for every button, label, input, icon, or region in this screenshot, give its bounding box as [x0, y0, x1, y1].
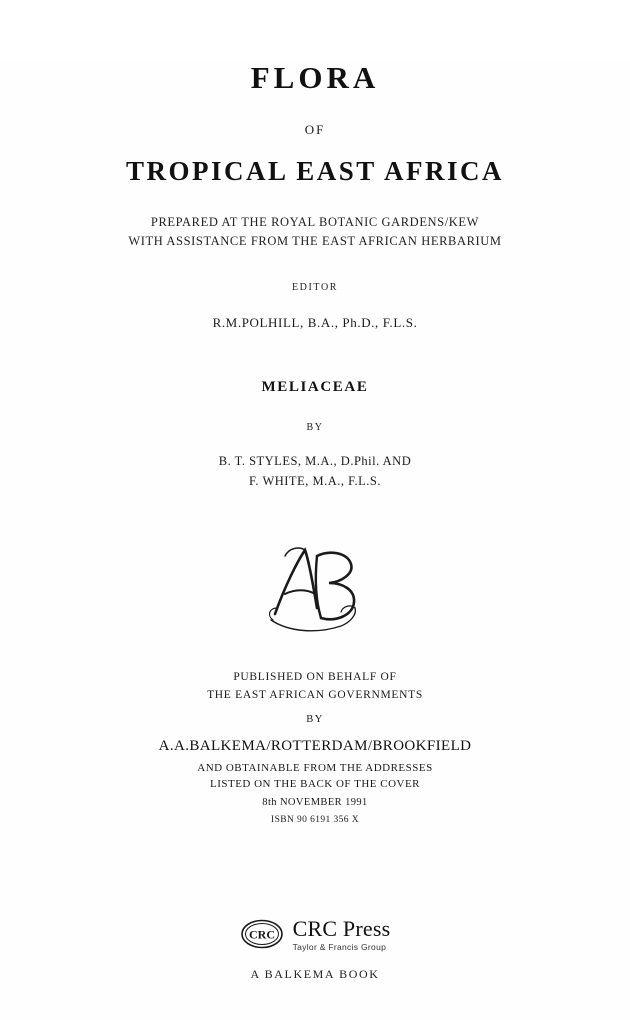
authorship-by-label: BY [306, 421, 324, 433]
crc-press-tagline: Taylor & Francis Group [292, 941, 387, 952]
balkema-book-note: A BALKEMA BOOK [250, 967, 380, 981]
author-2: F. WHITE, M.A., F.L.S. [248, 473, 382, 488]
publisher-name: A.A.BALKEMA/ROTTERDAM/BROOKFIELD [158, 737, 472, 754]
page-subtitle: TROPICAL EAST AFRICA [125, 156, 505, 186]
crc-press-name: CRC Press [292, 915, 391, 941]
crc-press-wordmark [292, 915, 391, 952]
publisher-line-3: AND OBTAINABLE FROM THE ADDRESSES [197, 761, 433, 774]
prepared-line-1: PREPARED AT THE ROYAL BOTANIC GARDENS/KEW [150, 215, 480, 229]
publisher-block [0, 669, 630, 828]
svg-text:CRC: CRC [248, 927, 275, 942]
author-1: B. T. STYLES, M.A., D.Phil. AND [218, 453, 412, 468]
page-title: FLORA [250, 60, 380, 95]
imprint-block [0, 915, 630, 983]
editor-name: R.M.POLHILL, B.A., Ph.D., F.L.S. [212, 314, 418, 330]
family-name: MELIACEAE [261, 378, 369, 395]
publisher-line-2: THE EAST AFRICAN GOVERNMENTS [207, 688, 423, 701]
publisher-line-1: PUBLISHED ON BEHALF OF [233, 670, 397, 683]
title-connector: OF [304, 122, 326, 137]
author-list [0, 451, 630, 491]
crc-press-logo [240, 915, 391, 952]
publication-date: 8th NOVEMBER 1991 [262, 796, 368, 808]
publisher-line-4: LISTED ON THE BACK OF THE COVER [209, 778, 421, 791]
title-page [0, 60, 630, 1020]
prepared-line-2: WITH ASSISTANCE FROM THE EAST AFRICAN HERBARIUM [128, 234, 502, 249]
publisher-by-label: BY [306, 714, 324, 726]
crc-badge-icon [240, 918, 284, 950]
editor-label: EDITOR [291, 281, 339, 293]
ab-monogram-icon [0, 533, 630, 643]
isbn: ISBN 90 6191 356 X [271, 815, 359, 826]
prepared-statement [0, 213, 630, 252]
